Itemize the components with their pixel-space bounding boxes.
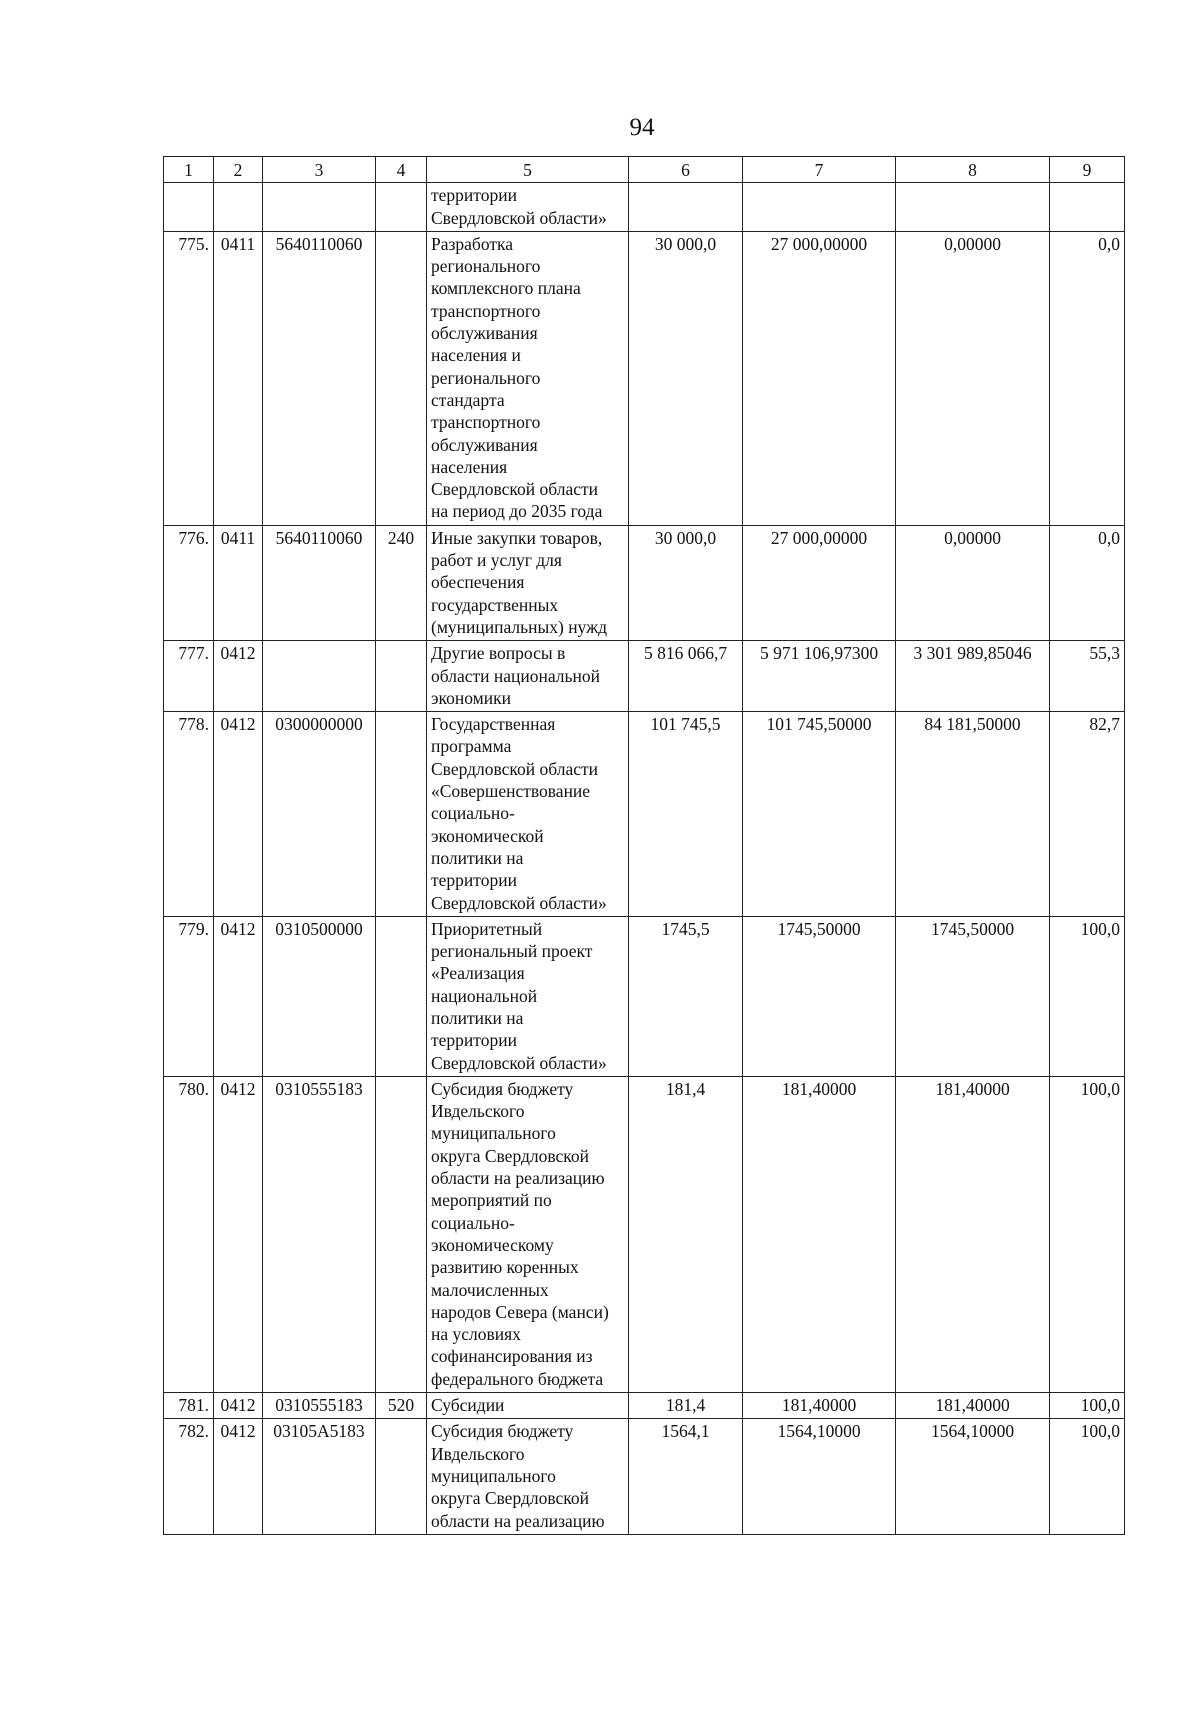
item-name-cell: [427, 183, 629, 232]
value-col-7-cell: [743, 183, 896, 232]
expense-type-cell: 520: [376, 1393, 427, 1419]
row-number-cell: 781.: [164, 1393, 214, 1419]
item-name-line: Свердловской области: [431, 758, 599, 779]
table-row: [164, 183, 1125, 232]
item-name-cell: [427, 916, 629, 1076]
item-name-line: Разработка: [431, 233, 514, 254]
value-col-7-cell: 27 000,00000: [743, 231, 896, 525]
header-cell-4: 4: [376, 157, 427, 183]
value-col-8-cell: 0,00000: [896, 525, 1050, 640]
item-name-line: стандарта: [431, 389, 505, 410]
item-name-line: «Совершенствование: [431, 781, 591, 802]
value-col-6-cell: 30 000,0: [629, 231, 743, 525]
row-number-cell: 779.: [164, 916, 214, 1076]
table-row: [164, 641, 1125, 712]
row-number-cell: 777.: [164, 641, 214, 712]
value-col-6-cell: 181,4: [629, 1076, 743, 1392]
item-name-line: экономическому: [431, 1234, 554, 1255]
header-cell-3: 3: [263, 157, 376, 183]
section-code-cell: 0412: [214, 1393, 263, 1419]
section-code-cell: 0412: [214, 1076, 263, 1392]
expense-type-cell: [376, 712, 427, 917]
value-col-9-cell: 100,0: [1050, 1419, 1125, 1534]
value-col-6-cell: 1564,1: [629, 1419, 743, 1534]
item-name-line: «Реализация: [431, 963, 525, 984]
item-name-line: социально-: [431, 803, 515, 824]
item-name-line: (муниципальных) нужд: [431, 616, 608, 637]
header-cell-8: 8: [896, 157, 1050, 183]
target-code-cell: [263, 183, 376, 232]
header-cell-5: 5: [427, 157, 629, 183]
item-name-line: региональный проект: [431, 941, 593, 962]
item-name-cell: [427, 641, 629, 712]
item-name-line: Ивдельского: [431, 1443, 525, 1464]
header-cell-2: 2: [214, 157, 263, 183]
value-col-8-cell: 181,40000: [896, 1393, 1050, 1419]
value-col-7-cell: 5 971 106,97300: [743, 641, 896, 712]
value-col-9-cell: 82,7: [1050, 712, 1125, 917]
item-name-line: транспортного: [431, 300, 541, 321]
target-code-cell: 0300000000: [263, 712, 376, 917]
item-name-line: на условиях: [431, 1324, 521, 1345]
value-col-8-cell: 3 301 989,85046: [896, 641, 1050, 712]
item-name-line: национальной: [431, 985, 538, 1006]
table-row: [164, 231, 1125, 525]
target-code-cell: 0310555183: [263, 1393, 376, 1419]
table-row: [164, 712, 1125, 917]
item-name-line: муниципального: [431, 1465, 556, 1486]
item-name-line: территории: [431, 870, 517, 891]
item-name-line: области на реализацию: [431, 1168, 605, 1189]
value-col-8-cell: 84 181,50000: [896, 712, 1050, 917]
row-number-cell: 780.: [164, 1076, 214, 1392]
item-name-line: обслуживания: [431, 434, 538, 455]
target-code-cell: 5640110060: [263, 231, 376, 525]
value-col-9-cell: 100,0: [1050, 916, 1125, 1076]
section-code-cell: 0412: [214, 916, 263, 1076]
value-col-8-cell: 1745,50000: [896, 916, 1050, 1076]
value-col-9-cell: 100,0: [1050, 1393, 1125, 1419]
value-col-9-cell: 100,0: [1050, 1076, 1125, 1392]
item-name-line: на период до 2035 года: [431, 501, 603, 522]
item-name-line: Государственная: [431, 714, 556, 735]
value-col-7-cell: 181,40000: [743, 1076, 896, 1392]
row-number-cell: 778.: [164, 712, 214, 917]
item-name-line: политики на: [431, 1007, 524, 1028]
item-name-cell: [427, 231, 629, 525]
item-name-line: комплексного плана: [431, 278, 581, 299]
value-col-9-cell: 55,3: [1050, 641, 1125, 712]
header-cell-9: 9: [1050, 157, 1125, 183]
section-code-cell: [214, 183, 263, 232]
table-row: [164, 1393, 1125, 1419]
value-col-7-cell: 181,40000: [743, 1393, 896, 1419]
item-name-line: Приоритетный: [431, 918, 543, 939]
value-col-8-cell: 0,00000: [896, 231, 1050, 525]
value-col-6-cell: 5 816 066,7: [629, 641, 743, 712]
item-name-line: Субсидии: [431, 1395, 505, 1416]
item-name-line: мероприятий по: [431, 1190, 552, 1211]
header-cell-7: 7: [743, 157, 896, 183]
value-col-9-cell: 0,0: [1050, 525, 1125, 640]
item-name-line: Другие вопросы в: [431, 643, 566, 664]
row-number-cell: 776.: [164, 525, 214, 640]
item-name-cell: [427, 1419, 629, 1534]
expense-type-cell: [376, 641, 427, 712]
item-name-line: области национальной: [431, 665, 600, 686]
item-name-line: округа Свердловской: [431, 1488, 590, 1509]
item-name-line: экономики: [431, 687, 511, 708]
section-code-cell: 0412: [214, 1419, 263, 1534]
value-col-7-cell: 1745,50000: [743, 916, 896, 1076]
value-col-7-cell: 1564,10000: [743, 1419, 896, 1534]
item-name-line: экономической: [431, 825, 544, 846]
item-name-line: Субсидия бюджету: [431, 1421, 574, 1442]
value-col-8-cell: 1564,10000: [896, 1419, 1050, 1534]
item-name-cell: [427, 712, 629, 917]
item-name-line: Свердловской области: [431, 479, 599, 500]
value-col-7-cell: 101 745,50000: [743, 712, 896, 917]
item-name-line: работ и услуг для: [431, 550, 562, 571]
item-name-line: государственных: [431, 594, 559, 615]
item-name-cell: [427, 1393, 629, 1419]
target-code-cell: 0310500000: [263, 916, 376, 1076]
header-cell-1: 1: [164, 157, 214, 183]
section-code-cell: 0412: [214, 712, 263, 917]
item-name-line: софинансирования из: [431, 1346, 593, 1367]
item-name-line: Ивдельского: [431, 1101, 525, 1122]
item-name-line: народов Севера (манси): [431, 1301, 609, 1322]
item-name-line: регионального: [431, 367, 541, 388]
item-name-line: области на реализацию: [431, 1510, 605, 1531]
value-col-6-cell: 1745,5: [629, 916, 743, 1076]
row-number-cell: [164, 183, 214, 232]
item-name-line: муниципального: [431, 1123, 556, 1144]
target-code-cell: 0310555183: [263, 1076, 376, 1392]
expense-type-cell: [376, 1076, 427, 1392]
item-name-line: территории: [431, 185, 517, 206]
item-name-line: Иные закупки товаров,: [431, 527, 603, 548]
value-col-6-cell: 30 000,0: [629, 525, 743, 640]
item-name-line: населения: [431, 456, 508, 477]
item-name-cell: [427, 525, 629, 640]
item-name-line: социально-: [431, 1212, 515, 1233]
item-name-line: округа Свердловской: [431, 1145, 590, 1166]
item-name-line: федерального бюджета: [431, 1368, 604, 1389]
value-col-9-cell: 0,0: [1050, 231, 1125, 525]
value-col-6-cell: 181,4: [629, 1393, 743, 1419]
item-name-line: малочисленных: [431, 1279, 549, 1300]
row-number-cell: 775.: [164, 231, 214, 525]
item-name-line: транспортного: [431, 412, 541, 433]
table-body: [164, 183, 1125, 1535]
expense-type-cell: [376, 231, 427, 525]
table-row: [164, 1076, 1125, 1392]
item-name-line: политики на: [431, 847, 524, 868]
value-col-9-cell: [1050, 183, 1125, 232]
table-row: [164, 525, 1125, 640]
header-cell-6: 6: [629, 157, 743, 183]
value-col-7-cell: 27 000,00000: [743, 525, 896, 640]
item-name-line: территории: [431, 1030, 517, 1051]
header-row: [164, 157, 1125, 183]
item-name-cell: [427, 1076, 629, 1392]
section-code-cell: 0411: [214, 525, 263, 640]
section-code-cell: 0411: [214, 231, 263, 525]
target-code-cell: 03105A5183: [263, 1419, 376, 1534]
item-name-line: развитию коренных: [431, 1257, 579, 1278]
expense-type-cell: 240: [376, 525, 427, 640]
item-name-line: обеспечения: [431, 572, 525, 593]
budget-table: [163, 156, 1125, 1535]
expense-type-cell: [376, 183, 427, 232]
item-name-line: Свердловской области»: [431, 892, 607, 913]
table-row: [164, 916, 1125, 1076]
value-col-8-cell: 181,40000: [896, 1076, 1050, 1392]
item-name-line: населения и: [431, 345, 521, 366]
page-number: 94: [629, 114, 655, 141]
item-name-line: программа: [431, 736, 512, 757]
value-col-6-cell: 101 745,5: [629, 712, 743, 917]
item-name-line: Субсидия бюджету: [431, 1078, 574, 1099]
item-name-line: регионального: [431, 256, 541, 277]
value-col-8-cell: [896, 183, 1050, 232]
value-col-6-cell: [629, 183, 743, 232]
table-row: [164, 1419, 1125, 1534]
item-name-line: Свердловской области»: [431, 1052, 607, 1073]
expense-type-cell: [376, 1419, 427, 1534]
expense-type-cell: [376, 916, 427, 1076]
target-code-cell: [263, 641, 376, 712]
section-code-cell: 0412: [214, 641, 263, 712]
item-name-line: обслуживания: [431, 323, 538, 344]
item-name-line: Свердловской области»: [431, 207, 607, 228]
target-code-cell: 5640110060: [263, 525, 376, 640]
row-number-cell: 782.: [164, 1419, 214, 1534]
